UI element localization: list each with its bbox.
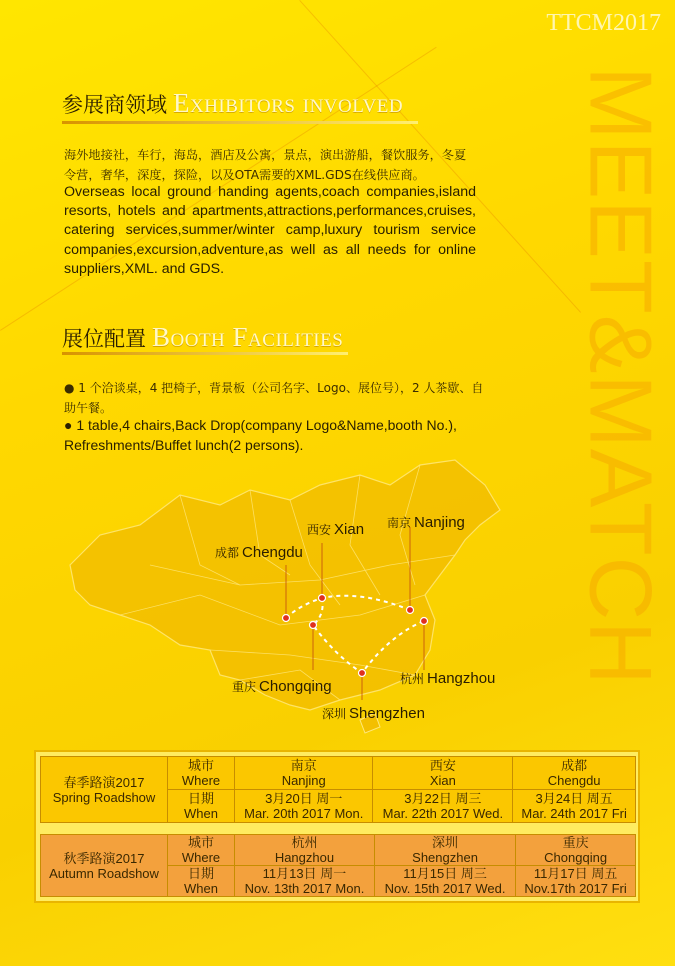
spring-roadshow-table xyxy=(40,756,636,823)
table-cell: 杭州 Hangzhou xyxy=(235,835,375,866)
autumn-roadshow-table xyxy=(40,834,636,897)
title-underline xyxy=(62,352,348,355)
city-dot-xian xyxy=(319,595,326,602)
when-header: 日期 When xyxy=(168,790,235,823)
table-cell: 3月22日 周三 Mar. 22th 2017 Wed. xyxy=(373,790,513,823)
booth-title-cn: 展位配置 xyxy=(62,327,146,351)
city-label-xian: 西安 Xian xyxy=(307,521,365,538)
meet-match-vertical-title xyxy=(572,36,671,716)
city-label-hangzhou: 杭州 Hangzhou xyxy=(400,670,496,687)
booth-title xyxy=(62,322,343,353)
table-cell: 3月24日 周五 Mar. 24th 2017 Fri xyxy=(513,790,636,823)
table-row xyxy=(41,835,636,866)
table-cell: 重庆 Chongqing xyxy=(516,835,636,866)
table-cell: 西安 Xian xyxy=(373,757,513,790)
exhibitors-body-cn: 海外地接社，车行，海岛，酒店及公寓，景点，演出游船，餐饮服务，冬夏令营，奢华，深度，探险，以及OTA需要的XML.GDS在线供应商。 xyxy=(64,148,467,182)
booth-bullet-en: ● 1 table,4 chairs,Back Drop(company Logo&Name,booth No.), Refreshments/Buffet lunch(2 persons). xyxy=(64,417,457,453)
table-cell: 成都 Chengdu xyxy=(513,757,636,790)
exhibitors-title xyxy=(62,88,403,119)
table-cell: 11月13日 周一 Nov. 13th 2017 Mon. xyxy=(235,866,375,897)
table-cell: 南京 Nanjing xyxy=(235,757,373,790)
table-cell: 11月17日 周五 Nov.17th 2017 Fri xyxy=(516,866,636,897)
table-row xyxy=(41,757,636,790)
spring-roadshow-label: 春季路演2017 Spring Roadshow xyxy=(41,757,168,823)
exhibitors-title-cn: 参展商领域 xyxy=(62,93,167,117)
city-dot-chengdu xyxy=(283,615,290,622)
where-header: 城市 Where xyxy=(168,835,235,866)
city-dot-shenzhen xyxy=(359,670,366,677)
table-cell: 深圳 Shengzhen xyxy=(374,835,515,866)
city-label-shenzhen: 深圳 Shengzhen xyxy=(322,705,425,722)
city-dot-hangzhou xyxy=(421,618,428,625)
title-underline xyxy=(62,121,418,124)
city-dot-chongqing xyxy=(310,622,317,629)
china-map-shape xyxy=(60,455,580,745)
city-label-chongqing: 重庆 Chongqing xyxy=(232,678,332,695)
city-label-chengdu: 成都 Chengdu xyxy=(215,544,303,561)
when-header: 日期 When xyxy=(168,866,235,897)
table-cell: 3月20日 周一 Mar. 20th 2017 Mon. xyxy=(235,790,373,823)
table-cell: 11月15日 周三 Nov. 15th 2017 Wed. xyxy=(374,866,515,897)
booth-title-en: Booth Facilities xyxy=(152,322,344,352)
exhibitors-title-en: Exhibitors involved xyxy=(173,88,404,118)
booth-bullet-cn: ● 1 个洽谈桌，4 把椅子，背景板（公司名字、Logo、展位号），2 人茶歇、自助午餐。 xyxy=(64,381,484,415)
event-tag: TTCM2017 xyxy=(546,10,661,36)
roadshow-schedule xyxy=(34,750,640,903)
autumn-roadshow-label: 秋季路演2017 Autumn Roadshow xyxy=(41,835,168,897)
city-dot-nanjing xyxy=(407,607,414,614)
meet-match-text: MEET&MATCH xyxy=(572,66,671,686)
china-map xyxy=(60,455,580,745)
where-header: 城市 Where xyxy=(168,757,235,790)
city-label-nanjing: 南京 Nanjing xyxy=(387,514,465,531)
exhibitors-body-en: Overseas local ground handing agents,coach companies,island resorts, hotels and apartments,attractions,performances,cruises, catering services,summer/winter camp,luxury tourism service companies,excursion,adventure,as well as all needs for online suppliers,XML. and GDS. xyxy=(64,184,476,277)
